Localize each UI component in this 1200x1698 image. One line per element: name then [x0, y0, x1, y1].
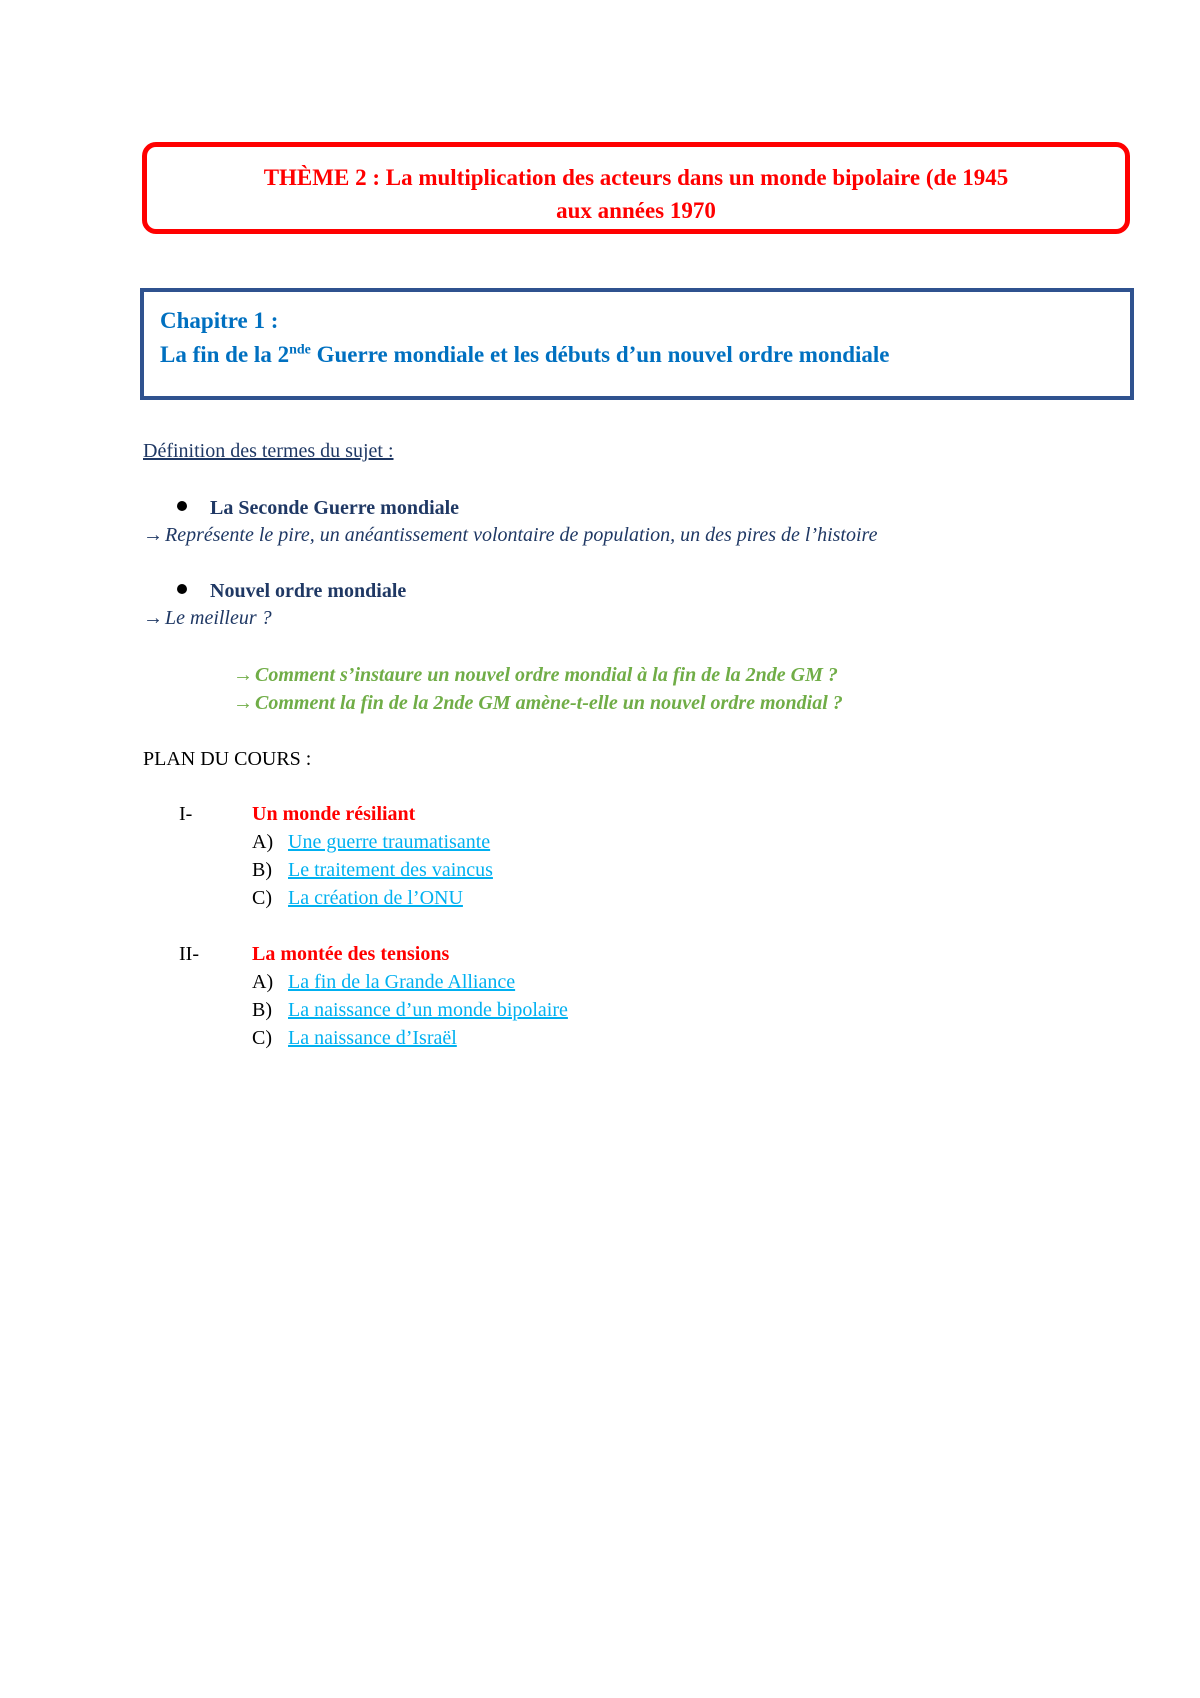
theme-box: [142, 142, 1130, 234]
section-letter: A): [252, 971, 274, 993]
part-number: I-: [179, 803, 193, 825]
section-link[interactable]: La fin de la Grande Alliance: [288, 971, 516, 993]
term-label: Nouvel ordre mondiale: [210, 580, 407, 602]
section-letter: C): [252, 1027, 272, 1049]
problem-question: [233, 692, 843, 715]
section-link[interactable]: Le traitement des vaincus: [288, 859, 493, 881]
part-number: II-: [179, 943, 199, 965]
term-item: [177, 497, 459, 520]
part-title: Un monde résiliant: [252, 803, 416, 825]
problem-question-text: Comment la fin de la 2nde GM amène-t-elle un nouvel ordre mondial ?: [255, 692, 843, 714]
term-definition-text: Le meilleur ?: [165, 607, 272, 629]
bullet-icon: [177, 584, 187, 594]
chapter-box: [140, 288, 1134, 400]
problem-question-text: Comment s’instaure un nouvel ordre mondial à la fin de la 2nde GM ?: [255, 664, 838, 686]
theme-title-line2: aux années 1970: [556, 198, 716, 223]
term-definition-text: Représente le pire, un anéantissement volontaire de population, un des pires de l’histoire: [165, 524, 878, 546]
chapter-title: [160, 338, 1114, 372]
chapter-title-end: Guerre mondiale et les débuts d’un nouvel ordre mondiale: [310, 342, 890, 367]
problem-question: [233, 664, 838, 687]
theme-title-line1: THÈME 2 : La multiplication des acteurs dans un monde bipolaire (de 1945: [263, 165, 1009, 190]
theme-title: [147, 161, 1125, 227]
section-letter: B): [252, 999, 272, 1021]
chapter-title-superscript: nde: [289, 342, 311, 358]
arrow-right-icon: →: [143, 524, 163, 546]
term-item: [177, 580, 406, 603]
section-link[interactable]: La naissance d’Israël: [288, 1027, 457, 1049]
section-link[interactable]: La naissance d’un monde bipolaire: [288, 999, 568, 1021]
chapter-title-start: La fin de la 2: [160, 342, 290, 367]
definitions-heading: Définition des termes du sujet :: [143, 440, 394, 462]
plan-heading: PLAN DU COURS :: [143, 748, 312, 770]
section-link[interactable]: Une guerre traumatisante: [288, 831, 491, 853]
section-letter: B): [252, 859, 272, 881]
arrow-right-icon: →: [233, 664, 253, 686]
term-definition: [143, 607, 272, 630]
arrow-right-icon: →: [143, 607, 163, 629]
arrow-right-icon: →: [233, 692, 253, 714]
section-letter: C): [252, 887, 272, 909]
part-title: La montée des tensions: [252, 943, 450, 965]
bullet-icon: [177, 501, 187, 511]
chapter-label: Chapitre 1 :: [160, 308, 279, 333]
term-definition: [143, 524, 877, 547]
section-letter: A): [252, 831, 274, 853]
section-link[interactable]: La création de l’ONU: [288, 887, 463, 909]
term-label: La Seconde Guerre mondiale: [210, 497, 460, 519]
